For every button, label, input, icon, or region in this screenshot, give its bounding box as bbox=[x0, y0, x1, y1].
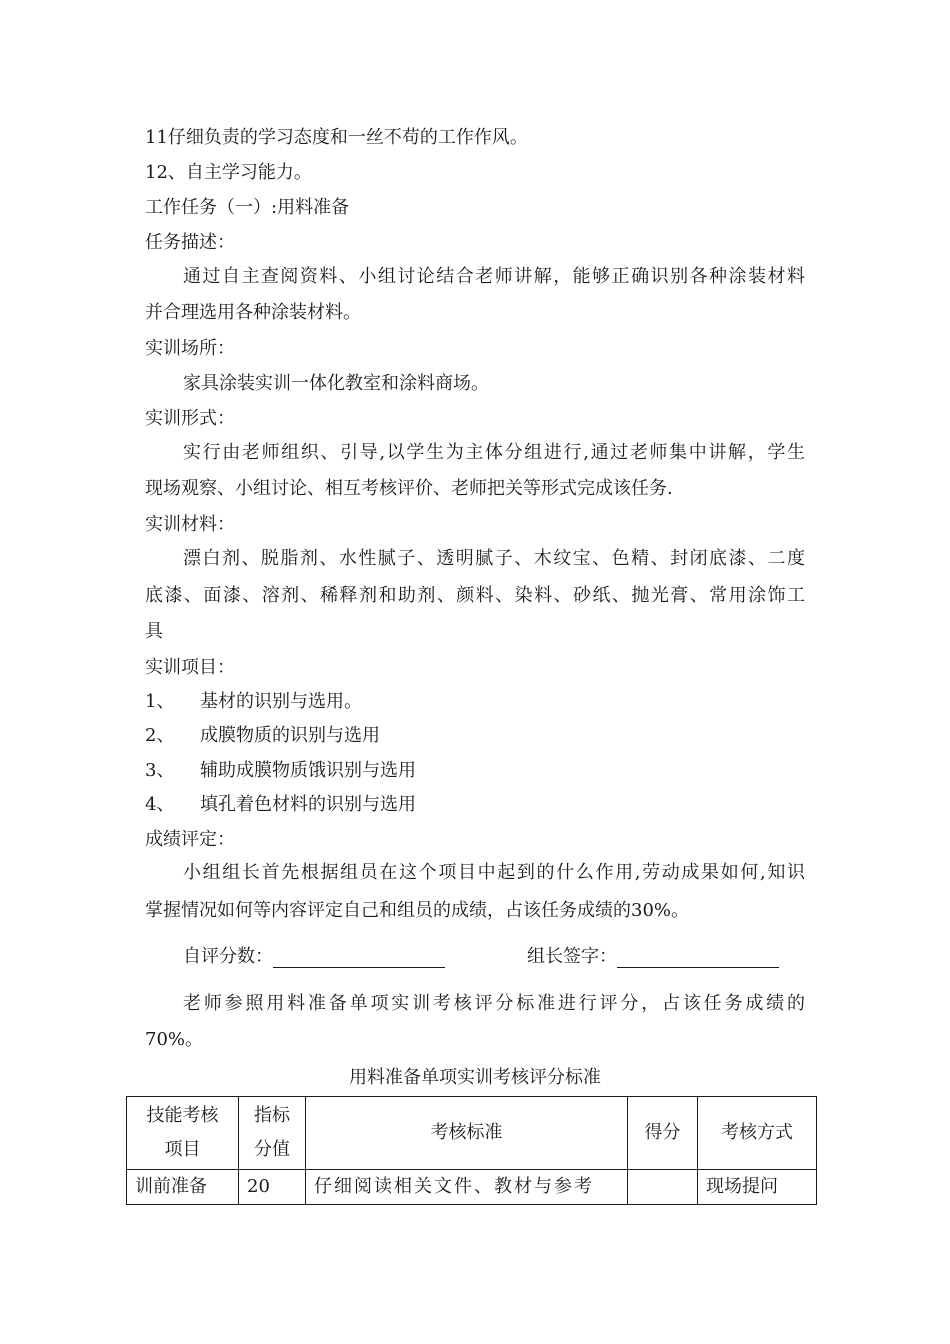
table-cell: 现场提问 bbox=[698, 1170, 817, 1205]
section-label: 实训项目： bbox=[145, 657, 235, 678]
section-label: 任务描述： bbox=[145, 232, 235, 253]
list-text: 填孔着色材料的识别与选用 bbox=[200, 794, 416, 815]
header-cell: 考核方式 bbox=[698, 1097, 817, 1170]
list-number: 3、 bbox=[145, 760, 175, 781]
leader-sign-row bbox=[527, 946, 779, 968]
self-score-blank[interactable] bbox=[273, 949, 445, 968]
header-text: 技能考核 bbox=[146, 1105, 219, 1126]
list-number: 2、 bbox=[145, 725, 175, 746]
header-cell bbox=[239, 1097, 306, 1170]
header-text: 分值 bbox=[254, 1139, 290, 1160]
paragraph-line: 漂白剂、脱脂剂、水性腻子、透明腻子、木纹宝、色精、封闭底漆、二度 bbox=[183, 548, 805, 569]
section-label: 实训场所： bbox=[145, 338, 235, 359]
task-title: 工作任务（一）:用料准备 bbox=[145, 197, 350, 218]
paragraph-line: 老师参照用料准备单项实训考核评分标准进行评分，占该任务成绩的 bbox=[183, 993, 805, 1014]
section-label: 实训形式： bbox=[145, 408, 235, 429]
self-score-row bbox=[183, 946, 445, 968]
list-text: 辅助成膜物质饿识别与选用 bbox=[200, 760, 416, 781]
table-cell: 仔细阅读相关文件、教材与参考 bbox=[306, 1170, 628, 1205]
header-cell: 得分 bbox=[628, 1097, 698, 1170]
list-number: 4、 bbox=[145, 794, 175, 815]
self-score-label: 自评分数： bbox=[183, 946, 273, 967]
table-cell: 训前准备 bbox=[127, 1170, 239, 1205]
paragraph-line: 底漆、面漆、溶剂、稀释剂和助剂、颜料、染料、砂纸、抛光膏、常用涂饰工 bbox=[145, 585, 805, 606]
text-line: 12、自主学习能力。 bbox=[145, 162, 312, 183]
header-cell: 考核标准 bbox=[306, 1097, 628, 1170]
paragraph-line: 通过自主查阅资料、小组讨论结合老师讲解，能够正确识别各种涂装材料 bbox=[183, 266, 805, 287]
paragraph-line: 实行由老师组织、引导,以学生为主体分组进行,通过老师集中讲解，学生 bbox=[183, 442, 805, 463]
table-cell bbox=[628, 1170, 698, 1205]
text-line: 11仔细负责的学习态度和一丝不苟的工作作风。 bbox=[145, 127, 528, 148]
paragraph-line: 并合理选用各种涂装材料。 bbox=[145, 302, 361, 323]
list-number: 1、 bbox=[145, 691, 175, 712]
section-label: 成绩评定： bbox=[145, 829, 235, 850]
leader-sign-label: 组长签字： bbox=[527, 946, 617, 967]
list-text: 成膜物质的识别与选用 bbox=[200, 725, 380, 746]
table-header-row bbox=[127, 1097, 817, 1170]
table-row bbox=[127, 1170, 817, 1205]
scoring-table bbox=[126, 1096, 817, 1205]
section-label: 实训材料： bbox=[145, 514, 235, 535]
header-text: 指标 bbox=[254, 1105, 290, 1126]
paragraph-line: 具 bbox=[145, 621, 163, 642]
paragraph-line: 70%。 bbox=[145, 1029, 204, 1050]
header-text: 项目 bbox=[164, 1139, 201, 1160]
header-cell bbox=[127, 1097, 239, 1170]
paragraph-line: 现场观察、小组讨论、相互考核评价、老师把关等形式完成该任务. bbox=[145, 478, 673, 499]
paragraph-line: 掌握情况如何等内容评定自己和组员的成绩，占该任务成绩的30%。 bbox=[145, 900, 690, 921]
paragraph-line: 家具涂装实训一体化教室和涂料商场。 bbox=[183, 373, 489, 394]
leader-sign-blank[interactable] bbox=[617, 949, 779, 968]
paragraph-line: 小组组长首先根据组员在这个项目中起到的什么作用,劳动成果如何,知识 bbox=[183, 862, 805, 883]
table-cell: 20 bbox=[239, 1170, 306, 1205]
table-caption: 用料准备单项实训考核评分标准 bbox=[349, 1067, 601, 1088]
list-text: 基材的识别与选用。 bbox=[200, 691, 362, 712]
